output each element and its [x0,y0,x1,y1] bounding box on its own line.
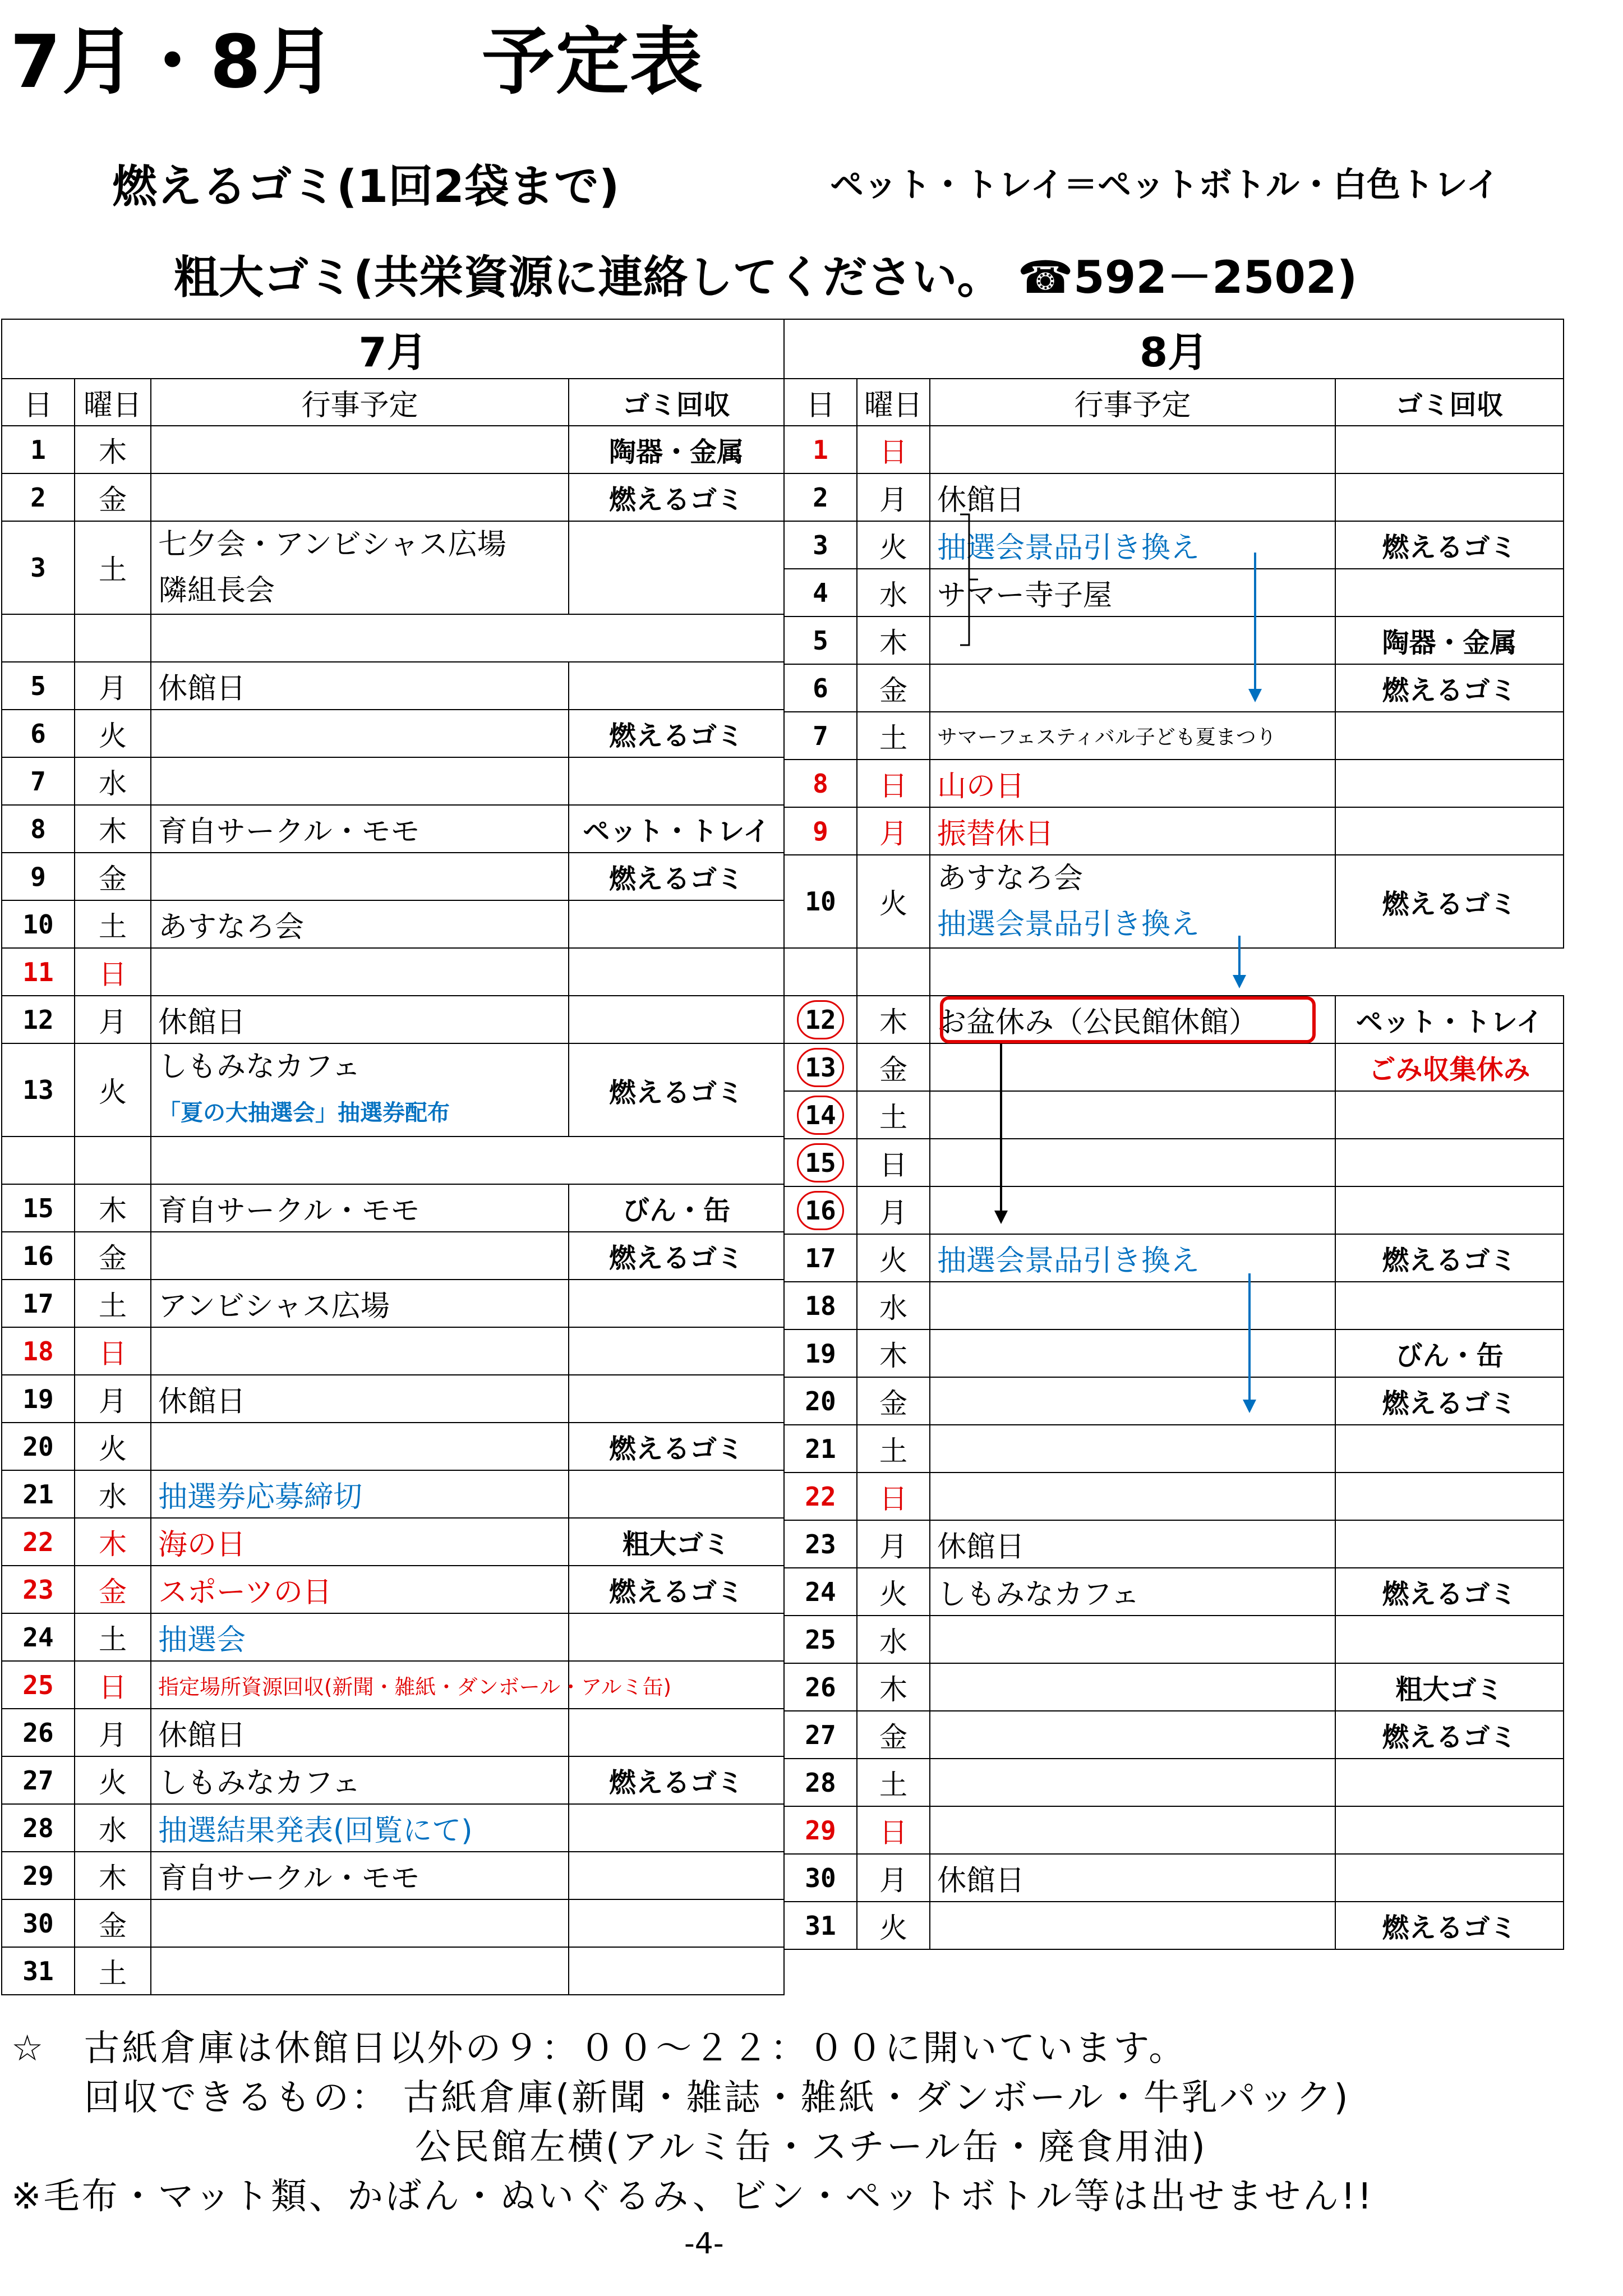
col-events: 行事予定 [151,379,569,426]
event-cell: 休館日 [151,1375,569,1423]
day-cell: 2 [2,473,75,521]
day-number-circled: 15 [797,1143,844,1182]
day-cell: 30 [784,1854,857,1902]
day-cell: 21 [784,1425,857,1473]
weekday-cell: 土 [857,1091,930,1139]
col-day: 日 [2,379,75,426]
weekday-cell: 火 [857,1234,930,1282]
event-line: 七夕会・アンビシャス広場 [158,528,506,562]
col-garbage: ゴミ回収 [569,379,784,426]
day-cell: 1 [784,426,857,473]
garbage-cell: 燃えるゴミ [569,1566,784,1613]
weekday-cell: 日 [75,1661,151,1709]
day-cell: 6 [784,664,857,712]
weekday-cell: 日 [857,1139,930,1186]
day-cell: 10 [784,855,857,948]
weekday-cell: 火 [75,710,151,757]
day-cell: 28 [784,1759,857,1806]
weekday-cell: 木 [857,996,930,1043]
weekday-cell: 月 [75,1709,151,1756]
page-number: -4- [684,2227,724,2261]
day-cell: 31 [2,1947,75,1995]
garbage-cell: 燃えるゴミ [1335,1711,1564,1759]
day-number-circled: 12 [797,1000,844,1039]
event-cell: あすなろ会 [151,900,569,948]
day-cell: 5 [784,616,857,664]
event-cell: アンビシャス広場 [151,1280,569,1327]
garbage-cell: 燃えるゴミ [569,1756,784,1804]
garbage-cell: 粗大ゴミ [1335,1663,1564,1711]
garbage-cell: 燃えるゴミ [1335,1568,1564,1616]
note-line-3: 公民館左横(アルミ缶・スチール缶・廃食用油) [415,2127,1207,2168]
weekday-cell: 金 [857,664,930,712]
day-cell: 26 [784,1663,857,1711]
col-events: 行事予定 [930,379,1335,426]
event-cell: しもみなカフェ [930,1568,1335,1616]
weekday-cell: 水 [75,1470,151,1518]
day-cell: 23 [2,1566,75,1613]
garbage-cell: 燃えるゴミ [1335,1234,1564,1282]
weekday-cell: 水 [857,569,930,616]
event-line: 「夏の大抽選会」抽選券配布 [158,1100,450,1126]
weekday-cell: 木 [75,1518,151,1566]
event-cell: 山の日 [930,760,1335,807]
day-cell: 6 [2,710,75,757]
event-cell: 指定場所資源回収(新聞・雑紙・ダンボール・アルミ缶) [151,1661,569,1709]
weekday-cell: 月 [857,807,930,855]
garbage-cell: 燃えるゴミ [1335,1902,1564,1949]
weekday-cell: 日 [857,760,930,807]
day-cell: 29 [2,1852,75,1899]
title-schedule: 予定表 [481,19,704,104]
weekday-cell: 土 [75,900,151,948]
weekday-cell: 日 [75,948,151,996]
day-cell: 27 [2,1756,75,1804]
event-cell: 休館日 [930,473,1335,521]
weekday-cell: 火 [857,521,930,569]
weekday-cell: 木 [857,1663,930,1711]
weekday-cell: 木 [75,426,151,473]
garbage-cell: 燃えるゴミ [569,710,784,757]
event-line: しもみなカフェ [158,1050,361,1084]
garbage-cell: 燃えるゴミ [569,473,784,521]
weekday-cell: 金 [75,473,151,521]
weekday-cell: 土 [857,1425,930,1473]
event-cell: 抽選結果発表(回覧にて) [151,1804,569,1852]
july-header: 7月 [2,319,784,379]
weekday-cell: 日 [75,1327,151,1375]
event-cell: お盆休み（公民館休館） [930,996,1335,1043]
weekday-cell: 火 [857,855,930,948]
burnable-garbage-note: 燃えるゴミ(1回2袋まで) [112,160,620,213]
weekday-cell: 水 [857,1282,930,1329]
garbage-cell: ペット・トレイ [569,805,784,853]
event-cell: 育自サークル・モモ [151,805,569,853]
weekday-cell: 月 [857,1854,930,1902]
weekday-cell: 火 [857,1568,930,1616]
arrow-head-3 [994,1211,1008,1224]
weekday-cell: 月 [857,1520,930,1568]
weekday-cell: 土 [75,1280,151,1327]
weekday-cell: 日 [857,1473,930,1520]
day-cell: 9 [784,807,857,855]
day-cell: 17 [784,1234,857,1282]
day-cell: 21 [2,1470,75,1518]
garbage-cell: 燃えるゴミ [1335,664,1564,712]
garbage-cell: 燃えるゴミ [1335,1377,1564,1425]
day-cell: 25 [2,1661,75,1709]
weekday-cell: 水 [75,757,151,805]
day-cell: 15 [2,1184,75,1232]
day-cell: 19 [2,1375,75,1423]
col-weekday: 曜日 [857,379,930,426]
event-cell: スポーツの日 [151,1566,569,1613]
weekday-cell: 月 [75,662,151,710]
weekday-cell: 日 [857,1806,930,1854]
weekday-cell: 水 [75,1804,151,1852]
garbage-cell: 燃えるゴミ [569,1043,784,1137]
weekday-cell: 木 [75,805,151,853]
day-cell: 5 [2,662,75,710]
day-cell: 25 [784,1616,857,1663]
day-cell: 27 [784,1711,857,1759]
day-cell: 29 [784,1806,857,1854]
note-line-2: 回収できるもの： 古紙倉庫(新聞・雑誌・雑紙・ダンボール・牛乳パック) [84,2077,1350,2119]
weekday-cell: 日 [857,426,930,473]
note-line-1: ☆ 古紙倉庫は休館日以外の９：００～２２：００に開いています。 [11,2028,1187,2069]
day-cell: 19 [784,1329,857,1377]
day-cell: 3 [784,521,857,569]
col-weekday: 曜日 [75,379,151,426]
weekday-cell: 火 [75,1423,151,1470]
day-cell: 31 [784,1902,857,1949]
day-cell: 7 [2,757,75,805]
note-line-4: ※毛布・マット類、かばん・ぬいぐるみ、ビン・ペットボトル等は出せません!! [11,2176,1375,2217]
day-cell: 9 [2,853,75,900]
garbage-cell: 燃えるゴミ [1335,521,1564,569]
day-cell: 12 [2,996,75,1043]
col-garbage: ゴミ回収 [1335,379,1564,426]
august-header: 8月 [784,319,1564,379]
weekday-cell: 月 [857,473,930,521]
day-cell: 7 [784,712,857,760]
garbage-cell: ごみ収集休み [1335,1043,1564,1091]
event-cell: 休館日 [930,1854,1335,1902]
weekday-cell: 土 [75,1947,151,1995]
weekday-cell: 金 [75,1232,151,1280]
weekday-cell: 水 [857,1616,930,1663]
weekday-cell: 土 [857,712,930,760]
event-line: 抽選会景品引き換え [937,908,1200,941]
day-number-circled: 14 [797,1096,844,1135]
garbage-cell: 燃えるゴミ [569,1232,784,1280]
day-number-circled: 13 [797,1048,844,1087]
garbage-cell: 陶器・金属 [1335,616,1564,664]
event-cell: 抽選会景品引き換え [930,521,1335,569]
event-cell: 休館日 [151,662,569,710]
day-cell: 10 [2,900,75,948]
arrow-head-2 [1233,975,1246,988]
weekday-cell: 月 [857,1186,930,1234]
day-cell: 16 [2,1232,75,1280]
day-cell: 20 [2,1423,75,1470]
bracket-line [960,514,969,645]
day-cell: 30 [2,1899,75,1947]
day-cell: 18 [2,1327,75,1375]
day-cell: 22 [2,1518,75,1566]
garbage-cell: 陶器・金属 [569,426,784,473]
day-cell: 2 [784,473,857,521]
weekday-cell: 金 [75,1566,151,1613]
weekday-cell: 金 [857,1043,930,1091]
weekday-cell: 金 [857,1377,930,1425]
day-cell: 26 [2,1709,75,1756]
day-cell: 22 [784,1473,857,1520]
day-cell: 24 [2,1613,75,1661]
event-cell: 抽選券応募締切 [151,1470,569,1518]
event-cell: 抽選会景品引き換え [930,1234,1335,1282]
weekday-cell: 木 [75,1184,151,1232]
day-cell: 11 [2,948,75,996]
weekday-cell: 土 [75,1613,151,1661]
weekday-cell: 土 [75,521,151,614]
event-cell: 海の日 [151,1518,569,1566]
title-months: 7月・8月 [10,19,336,104]
day-cell: 3 [2,521,75,614]
day-number-circled: 16 [797,1191,844,1230]
weekday-cell: 火 [75,1043,151,1137]
event-cell: 抽選会 [151,1613,569,1661]
garbage-cell: びん・缶 [1335,1329,1564,1377]
event-cell: サマーフェスティバル子ども夏まつり [930,712,1335,760]
garbage-cell: 燃えるゴミ [1335,855,1564,948]
garbage-cell: びん・缶 [569,1184,784,1232]
garbage-cell: 粗大ゴミ [569,1518,784,1566]
day-cell: 8 [784,760,857,807]
event-cell: 育自サークル・モモ [151,1184,569,1232]
day-cell: 4 [784,569,857,616]
event-cell: 休館日 [151,1709,569,1756]
weekday-cell: 木 [75,1852,151,1899]
weekday-cell: 金 [75,1899,151,1947]
day-cell: 28 [2,1804,75,1852]
event-line: あすなろ会 [937,862,1083,895]
weekday-cell: 火 [857,1902,930,1949]
weekday-cell: 月 [75,996,151,1043]
day-cell: 18 [784,1282,857,1329]
event-cell: 振替休日 [930,807,1335,855]
event-cell: 休館日 [930,1520,1335,1568]
event-cell: しもみなカフェ [151,1756,569,1804]
garbage-cell: 燃えるゴミ [569,853,784,900]
event-cell: サマー寺子屋 [930,569,1335,616]
day-cell: 13 [2,1043,75,1137]
event-cell: 休館日 [151,996,569,1043]
day-cell: 17 [2,1280,75,1327]
weekday-cell: 火 [75,1756,151,1804]
day-cell: 24 [784,1568,857,1616]
event-cell: 育自サークル・モモ [151,1852,569,1899]
bulky-garbage-note: 粗大ゴミ(共栄資源に連絡してください。 ☎592－2502) [174,251,1358,303]
weekday-cell: 月 [75,1375,151,1423]
garbage-cell: 燃えるゴミ [569,1423,784,1470]
weekday-cell: 金 [857,1711,930,1759]
arrow-head-4 [1243,1400,1256,1413]
garbage-cell: ペット・トレイ [1335,996,1564,1043]
day-cell: 1 [2,426,75,473]
arrow-head-1 [1248,689,1262,702]
weekday-cell: 金 [75,853,151,900]
weekday-cell: 木 [857,1329,930,1377]
day-cell: 8 [2,805,75,853]
pet-tray-note: ペット・トレイ＝ペットボトル・白色トレイ [830,165,1500,205]
weekday-cell: 土 [857,1759,930,1806]
weekday-cell: 木 [857,616,930,664]
event-line: 隣組長会 [158,574,275,608]
day-cell: 20 [784,1377,857,1425]
col-day: 日 [784,379,857,426]
day-cell: 23 [784,1520,857,1568]
